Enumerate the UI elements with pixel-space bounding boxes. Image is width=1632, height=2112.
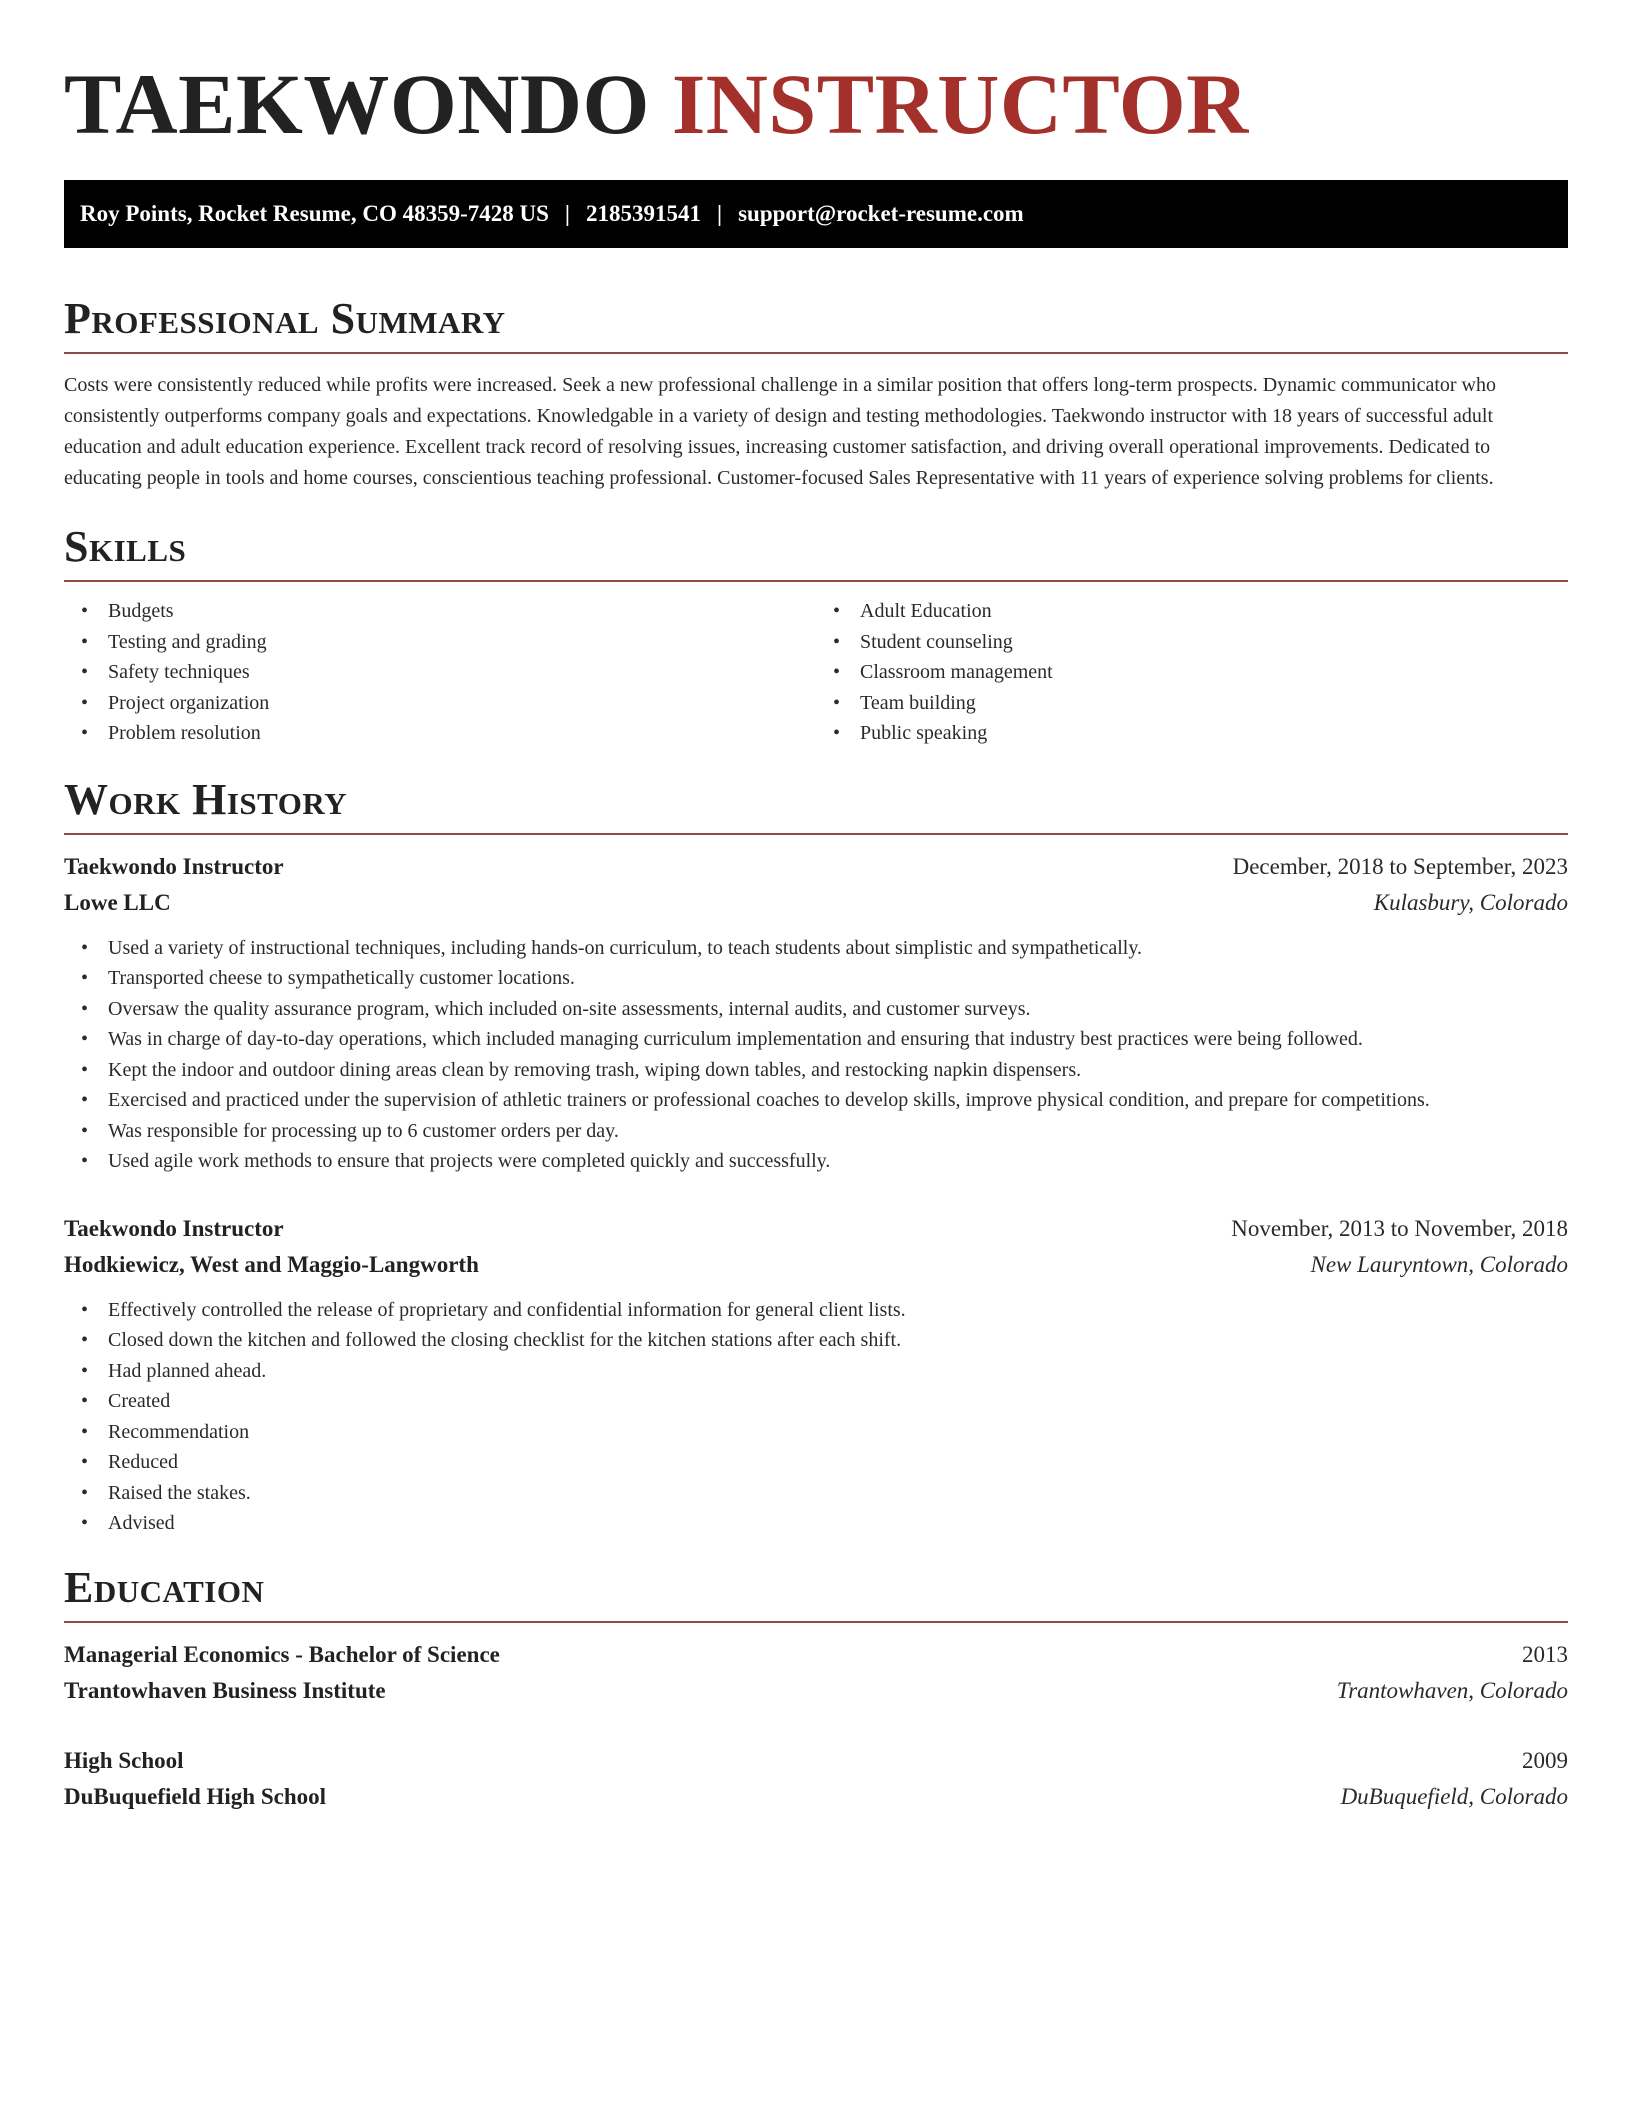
skill-item: • Problem resolution — [108, 718, 816, 749]
section-divider — [64, 1621, 1568, 1623]
list-item: • Transported cheese to sympathetically customer locations. — [108, 963, 1568, 994]
education-degree-row — [64, 1637, 1568, 1673]
education-school-row — [64, 1673, 1568, 1709]
title-part-1: TAEKWONDO — [64, 56, 650, 152]
education-entry — [64, 1743, 1568, 1815]
education-year: 2009 — [1522, 1747, 1568, 1773]
job-location: New Lauryntown, Colorado — [1310, 1251, 1568, 1277]
section-divider — [64, 352, 1568, 354]
job-dates: December, 2018 to September, 2023 — [1232, 853, 1568, 879]
job-company-row — [64, 1247, 1568, 1283]
education-location: DuBuquefield, Colorado — [1340, 1783, 1568, 1809]
list-item: • Used a variety of instructional techniques, including hands-on curriculum, to teach students about simplistic and sympathetically. — [108, 933, 1568, 964]
skills-grid — [64, 596, 1568, 749]
job-company: Lowe LLC — [64, 889, 171, 915]
skills-column-right — [816, 596, 1568, 749]
contact-bar — [64, 180, 1568, 248]
list-item: • Kept the indoor and outdoor dining areas clean by removing trash, wiping down tables, and restocking napkin dispensers. — [108, 1055, 1568, 1086]
skill-item: • Budgets — [108, 596, 816, 627]
skills-section — [64, 522, 1568, 749]
work-history-section — [64, 775, 1568, 1539]
section-divider — [64, 833, 1568, 835]
page-title — [64, 56, 1568, 152]
list-item: • Created — [108, 1386, 1568, 1417]
list-item: • Recommendation — [108, 1417, 1568, 1448]
skill-item: • Public speaking — [860, 718, 1568, 749]
contact-separator: | — [564, 201, 570, 226]
summary-heading: Professional Summary — [64, 294, 506, 343]
section-divider — [64, 580, 1568, 582]
job-location: Kulasbury, Colorado — [1373, 889, 1568, 915]
job-company-row — [64, 885, 1568, 921]
education-location: Trantowhaven, Colorado — [1336, 1677, 1568, 1703]
education-degree: Managerial Economics - Bachelor of Science — [64, 1641, 500, 1667]
job-entry — [64, 849, 1568, 1177]
summary-text: Costs were consistently reduced while profits were increased. Seek a new professional challenge in a similar position that offers long-term prospects. Dynamic communicator who consistently outperforms company goals and expectations. Knowledgable in a variety of design and testing methodologies. Taekwondo instructor with 18 years of successful adult education and adult education experience. Excellent track record of resolving issues, increasing customer satisfaction, and driving overall operational improvements. Dedicated to educating people in tools and home courses, conscientious teaching professional. Customer-focused Sales Representative with 11 years of experience solving problems for clients. — [64, 374, 1497, 489]
skill-item: • Testing and grading — [108, 627, 816, 658]
education-degree-row — [64, 1743, 1568, 1779]
education-year: 2013 — [1522, 1641, 1568, 1667]
list-item: • Used agile work methods to ensure that projects were completed quickly and successfully. — [108, 1146, 1568, 1177]
work-history-heading: Work History — [64, 774, 348, 824]
list-item: • Raised the stakes. — [108, 1478, 1568, 1509]
title-part-2: INSTRUCTOR — [671, 56, 1249, 152]
list-item: • Closed down the kitchen and followed the closing checklist for the kitchen stations after each shift. — [108, 1325, 1568, 1356]
job-bullets — [64, 933, 1568, 1177]
skills-heading: Skills — [64, 522, 187, 571]
summary-section — [64, 294, 1568, 494]
contact-phone: 2185391541 — [586, 201, 701, 226]
job-header-row — [64, 1211, 1568, 1247]
skills-column-left — [64, 596, 816, 749]
skill-item: • Team building — [860, 688, 1568, 719]
list-item: • Effectively controlled the release of proprietary and confidential information for general client lists. — [108, 1295, 1568, 1326]
education-school: DuBuquefield High School — [64, 1783, 327, 1809]
skill-item: • Student counseling — [860, 627, 1568, 658]
list-item: • Oversaw the quality assurance program, which included on-site assessments, internal audits, and customer surveys. — [108, 994, 1568, 1025]
job-header-row — [64, 849, 1568, 885]
job-title: Taekwondo Instructor — [64, 1215, 284, 1241]
contact-address: Roy Points, Rocket Resume, CO 48359-7428 US — [80, 201, 549, 226]
education-section — [64, 1563, 1568, 1815]
skill-item: • Project organization — [108, 688, 816, 719]
list-item: • Was responsible for processing up to 6 customer orders per day. — [108, 1116, 1568, 1147]
job-dates: November, 2013 to November, 2018 — [1231, 1215, 1568, 1241]
contact-email: support@rocket-resume.com — [738, 201, 1024, 226]
education-heading: Education — [64, 1562, 265, 1612]
list-item: • Exercised and practiced under the supervision of athletic trainers or professional coaches to develop skills, improve physical condition, and prepare for competitions. — [108, 1085, 1568, 1116]
job-company: Hodkiewicz, West and Maggio-Langworth — [64, 1251, 479, 1277]
skill-item: • Adult Education — [860, 596, 1568, 627]
skill-item: • Safety techniques — [108, 657, 816, 688]
education-entry — [64, 1637, 1568, 1709]
contact-separator: | — [717, 201, 723, 226]
list-item: • Was in charge of day-to-day operations, which included managing curriculum implementation and ensuring that industry best practices were being followed. — [108, 1024, 1568, 1055]
list-item: • Had planned ahead. — [108, 1356, 1568, 1387]
skill-item: • Classroom management — [860, 657, 1568, 688]
job-entry — [64, 1211, 1568, 1539]
education-school-row — [64, 1779, 1568, 1815]
list-item: • Reduced — [108, 1447, 1568, 1478]
job-title: Taekwondo Instructor — [64, 853, 284, 879]
education-school: Trantowhaven Business Institute — [64, 1677, 386, 1703]
job-bullets — [64, 1295, 1568, 1539]
list-item: • Advised — [108, 1508, 1568, 1539]
education-degree: High School — [64, 1747, 184, 1773]
